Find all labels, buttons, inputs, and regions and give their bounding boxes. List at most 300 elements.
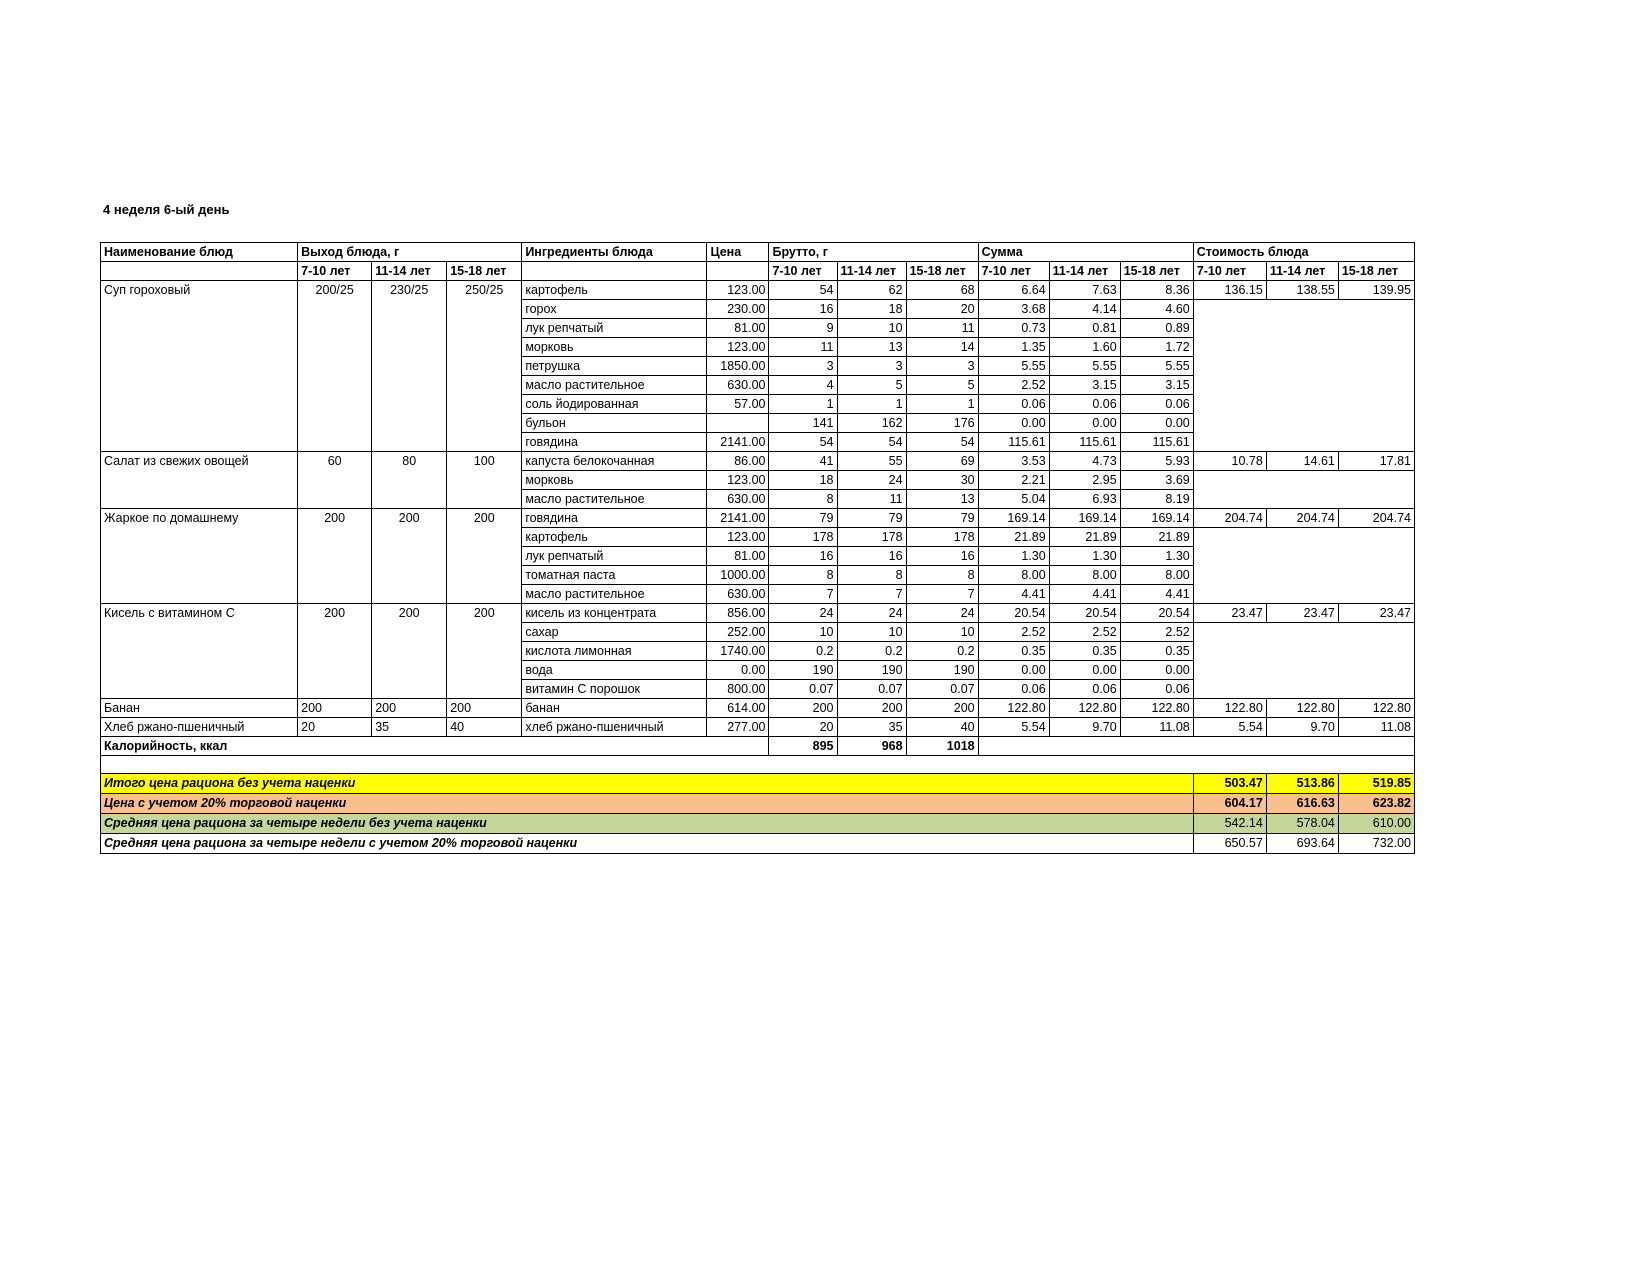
gross-cell: 3	[837, 357, 906, 376]
cost-cell: 9.70	[1266, 718, 1338, 737]
ingredient-cell: картофель	[522, 281, 707, 300]
ingredient-cell: петрушка	[522, 357, 707, 376]
sum-cell: 7.63	[1049, 281, 1120, 300]
gross-cell: 79	[769, 509, 837, 528]
gross-cell: 16	[906, 547, 978, 566]
sum-cell: 169.14	[1120, 509, 1193, 528]
gross-cell: 190	[906, 661, 978, 680]
dish-name-cell: Хлеб ржано-пшеничный	[101, 718, 298, 737]
output-cell: 100	[447, 452, 522, 509]
header-age-group: 7-10 лет	[978, 262, 1049, 281]
gross-cell: 13	[906, 490, 978, 509]
header-sum: Сумма	[978, 243, 1193, 262]
gross-cell: 18	[837, 300, 906, 319]
ingredient-cell: говядина	[522, 433, 707, 452]
gross-cell: 200	[837, 699, 906, 718]
sum-cell: 2.52	[1120, 623, 1193, 642]
cost-cell: 122.80	[1266, 699, 1338, 718]
dish-name-cell: Жаркое по домашнему	[101, 509, 298, 604]
sum-cell: 1.30	[1049, 547, 1120, 566]
summary-row	[101, 794, 1415, 814]
gross-cell: 7	[769, 585, 837, 604]
sum-cell: 4.14	[1049, 300, 1120, 319]
ingredient-cell: картофель	[522, 528, 707, 547]
header-gross: Брутто, г	[769, 243, 978, 262]
gross-cell: 0.07	[837, 680, 906, 699]
summary-value-cell: 732.00	[1338, 834, 1414, 854]
output-cell: 35	[372, 718, 447, 737]
sum-cell: 5.54	[978, 718, 1049, 737]
gross-cell: 5	[906, 376, 978, 395]
sum-cell: 5.55	[978, 357, 1049, 376]
sum-cell: 4.60	[1120, 300, 1193, 319]
output-cell: 20	[298, 718, 372, 737]
gross-cell: 11	[769, 338, 837, 357]
header-age-group: 15-18 лет	[1120, 262, 1193, 281]
ingredient-cell: кисель из концентрата	[522, 604, 707, 623]
header-age-group: 7-10 лет	[298, 262, 372, 281]
gross-cell: 0.07	[906, 680, 978, 699]
sum-cell: 0.00	[1049, 661, 1120, 680]
summary-value-cell: 519.85	[1338, 774, 1414, 794]
gross-cell: 10	[906, 623, 978, 642]
gross-cell: 13	[837, 338, 906, 357]
gross-cell: 0.2	[837, 642, 906, 661]
gross-cell: 176	[906, 414, 978, 433]
output-cell: 40	[447, 718, 522, 737]
ingredient-cell: масло растительное	[522, 585, 707, 604]
sum-cell: 8.19	[1120, 490, 1193, 509]
sum-cell: 5.04	[978, 490, 1049, 509]
dish-row	[101, 718, 1415, 737]
sum-cell: 8.36	[1120, 281, 1193, 300]
gross-cell: 16	[769, 547, 837, 566]
gross-cell: 7	[837, 585, 906, 604]
cost-cell: 23.47	[1338, 604, 1414, 623]
sum-cell: 21.89	[1049, 528, 1120, 547]
cost-cell: 17.81	[1338, 452, 1414, 471]
cost-blank-cell	[1193, 623, 1414, 699]
sum-cell: 0.00	[978, 661, 1049, 680]
cost-cell: 122.80	[1338, 699, 1414, 718]
gross-cell: 1	[906, 395, 978, 414]
calories-blank-cell	[978, 737, 1414, 756]
sum-cell: 21.89	[978, 528, 1049, 547]
dish-name-cell: Салат из свежих овощей	[101, 452, 298, 509]
gross-cell: 54	[769, 433, 837, 452]
sum-cell: 21.89	[1120, 528, 1193, 547]
header-age-group: 7-10 лет	[1193, 262, 1266, 281]
output-cell: 200	[372, 699, 447, 718]
sum-cell: 0.00	[1049, 414, 1120, 433]
price-cell: 1740.00	[707, 642, 769, 661]
sum-cell: 0.06	[1120, 395, 1193, 414]
price-cell: 630.00	[707, 376, 769, 395]
cost-cell: 204.74	[1193, 509, 1266, 528]
gross-cell: 11	[837, 490, 906, 509]
gross-cell: 0.2	[906, 642, 978, 661]
price-cell: 0.00	[707, 661, 769, 680]
sum-cell: 3.15	[1120, 376, 1193, 395]
dish-row	[101, 699, 1415, 718]
header-age-group: 7-10 лет	[769, 262, 837, 281]
dish-row	[101, 281, 1415, 300]
sum-cell: 0.06	[1049, 680, 1120, 699]
sum-cell: 4.41	[978, 585, 1049, 604]
header-output: Выход блюда, г	[298, 243, 522, 262]
gross-cell: 79	[837, 509, 906, 528]
header-row-ages	[101, 262, 1415, 281]
gross-cell: 200	[906, 699, 978, 718]
sum-cell: 0.81	[1049, 319, 1120, 338]
cost-blank-cell	[1193, 471, 1414, 509]
gross-cell: 79	[906, 509, 978, 528]
sum-cell: 115.61	[978, 433, 1049, 452]
gross-cell: 7	[906, 585, 978, 604]
summary-value-cell: 578.04	[1266, 814, 1338, 834]
cost-blank-cell	[1193, 528, 1414, 604]
summary-row	[101, 774, 1415, 794]
page-title: 4 неделя 6-ый день	[103, 202, 230, 217]
table-header	[101, 243, 1415, 281]
sum-cell: 3.15	[1049, 376, 1120, 395]
gross-cell: 40	[906, 718, 978, 737]
calories-label-cell: Калорийность, ккал	[101, 737, 769, 756]
cost-cell: 14.61	[1266, 452, 1338, 471]
gross-cell: 24	[906, 604, 978, 623]
calories-value-cell: 895	[769, 737, 837, 756]
price-cell	[707, 414, 769, 433]
cost-cell: 10.78	[1193, 452, 1266, 471]
gross-cell: 11	[906, 319, 978, 338]
ingredient-cell: соль йодированная	[522, 395, 707, 414]
gross-cell: 54	[837, 433, 906, 452]
cost-cell: 23.47	[1193, 604, 1266, 623]
header-age-group: 11-14 лет	[372, 262, 447, 281]
cost-cell: 136.15	[1193, 281, 1266, 300]
sum-cell: 4.41	[1049, 585, 1120, 604]
output-cell: 200	[447, 604, 522, 699]
gross-cell: 14	[906, 338, 978, 357]
price-cell: 2141.00	[707, 433, 769, 452]
header-blank	[707, 262, 769, 281]
output-cell: 230/25	[372, 281, 447, 452]
price-cell: 57.00	[707, 395, 769, 414]
gross-cell: 24	[837, 471, 906, 490]
price-cell: 123.00	[707, 528, 769, 547]
dish-name-cell: Суп гороховый	[101, 281, 298, 452]
sum-cell: 8.00	[1049, 566, 1120, 585]
header-blank	[101, 262, 298, 281]
cost-cell: 138.55	[1266, 281, 1338, 300]
sum-cell: 0.06	[978, 680, 1049, 699]
sum-cell: 0.00	[978, 414, 1049, 433]
sum-cell: 4.73	[1049, 452, 1120, 471]
gross-cell: 69	[906, 452, 978, 471]
ingredient-cell: масло растительное	[522, 376, 707, 395]
sum-cell: 20.54	[978, 604, 1049, 623]
gross-cell: 68	[906, 281, 978, 300]
sum-cell: 8.00	[978, 566, 1049, 585]
calories-value-cell: 968	[837, 737, 906, 756]
sum-cell: 5.55	[1120, 357, 1193, 376]
gross-cell: 62	[837, 281, 906, 300]
spacer-row	[101, 756, 1415, 774]
sum-cell: 1.60	[1049, 338, 1120, 357]
gross-cell: 162	[837, 414, 906, 433]
sum-cell: 2.52	[978, 376, 1049, 395]
sum-cell: 11.08	[1120, 718, 1193, 737]
gross-cell: 20	[906, 300, 978, 319]
sum-cell: 0.35	[1049, 642, 1120, 661]
gross-cell: 41	[769, 452, 837, 471]
header-age-group: 11-14 лет	[837, 262, 906, 281]
summary-row	[101, 834, 1415, 854]
output-cell: 200	[298, 509, 372, 604]
ingredient-cell: хлеб ржано-пшеничный	[522, 718, 707, 737]
cost-cell: 204.74	[1338, 509, 1414, 528]
gross-cell: 190	[769, 661, 837, 680]
output-cell: 200	[298, 699, 372, 718]
sum-cell: 169.14	[1049, 509, 1120, 528]
header-dish-name: Наименование блюд	[101, 243, 298, 262]
price-cell: 630.00	[707, 585, 769, 604]
gross-cell: 8	[769, 566, 837, 585]
sum-cell: 2.52	[978, 623, 1049, 642]
menu-table	[100, 242, 1415, 854]
price-cell: 123.00	[707, 281, 769, 300]
sum-cell: 4.41	[1120, 585, 1193, 604]
cost-cell: 11.08	[1338, 718, 1414, 737]
gross-cell: 8	[769, 490, 837, 509]
table-body	[101, 281, 1415, 854]
gross-cell: 9	[769, 319, 837, 338]
header-price: Цена	[707, 243, 769, 262]
calories-value-cell: 1018	[906, 737, 978, 756]
gross-cell: 35	[837, 718, 906, 737]
sum-cell: 0.06	[978, 395, 1049, 414]
gross-cell: 30	[906, 471, 978, 490]
sum-cell: 6.64	[978, 281, 1049, 300]
price-cell: 230.00	[707, 300, 769, 319]
sum-cell: 2.52	[1049, 623, 1120, 642]
output-cell: 200	[372, 604, 447, 699]
calories-row	[101, 737, 1415, 756]
sum-cell: 9.70	[1049, 718, 1120, 737]
sum-cell: 1.30	[1120, 547, 1193, 566]
output-cell: 200	[447, 509, 522, 604]
sum-cell: 0.06	[1120, 680, 1193, 699]
gross-cell: 16	[837, 547, 906, 566]
dish-name-cell: Кисель с витамином С	[101, 604, 298, 699]
price-cell: 800.00	[707, 680, 769, 699]
header-age-group: 11-14 лет	[1266, 262, 1338, 281]
price-cell: 277.00	[707, 718, 769, 737]
gross-cell: 4	[769, 376, 837, 395]
sum-cell: 0.35	[978, 642, 1049, 661]
gross-cell: 10	[837, 623, 906, 642]
sum-cell: 20.54	[1120, 604, 1193, 623]
summary-value-cell: 542.14	[1193, 814, 1266, 834]
gross-cell: 3	[906, 357, 978, 376]
price-cell: 81.00	[707, 547, 769, 566]
sum-cell: 0.89	[1120, 319, 1193, 338]
cost-blank-cell	[1193, 300, 1414, 452]
gross-cell: 54	[769, 281, 837, 300]
sum-cell: 0.35	[1120, 642, 1193, 661]
sum-cell: 122.80	[1049, 699, 1120, 718]
sum-cell: 20.54	[1049, 604, 1120, 623]
gross-cell: 10	[769, 623, 837, 642]
sum-cell: 122.80	[1120, 699, 1193, 718]
header-age-group: 15-18 лет	[447, 262, 522, 281]
sum-cell: 115.61	[1049, 433, 1120, 452]
ingredient-cell: банан	[522, 699, 707, 718]
sum-cell: 0.73	[978, 319, 1049, 338]
sum-cell: 2.95	[1049, 471, 1120, 490]
ingredient-cell: капуста белокочанная	[522, 452, 707, 471]
sum-cell: 0.00	[1120, 414, 1193, 433]
output-cell: 200	[372, 509, 447, 604]
ingredient-cell: масло растительное	[522, 490, 707, 509]
summary-row	[101, 814, 1415, 834]
ingredient-cell: морковь	[522, 338, 707, 357]
summary-value-cell: 513.86	[1266, 774, 1338, 794]
header-age-group: 15-18 лет	[906, 262, 978, 281]
price-cell: 1000.00	[707, 566, 769, 585]
gross-cell: 10	[837, 319, 906, 338]
price-cell: 252.00	[707, 623, 769, 642]
sum-cell: 1.72	[1120, 338, 1193, 357]
sum-cell: 1.35	[978, 338, 1049, 357]
gross-cell: 0.07	[769, 680, 837, 699]
price-cell: 81.00	[707, 319, 769, 338]
sum-cell: 6.93	[1049, 490, 1120, 509]
ingredient-cell: лук репчатый	[522, 547, 707, 566]
ingredient-cell: лук репчатый	[522, 319, 707, 338]
header-cost: Стоимость блюда	[1193, 243, 1414, 262]
gross-cell: 24	[769, 604, 837, 623]
menu-table-container	[100, 242, 1415, 854]
gross-cell: 8	[837, 566, 906, 585]
gross-cell: 5	[837, 376, 906, 395]
gross-cell: 0.2	[769, 642, 837, 661]
gross-cell: 20	[769, 718, 837, 737]
summary-value-cell: 623.82	[1338, 794, 1414, 814]
dish-row	[101, 509, 1415, 528]
gross-cell: 1	[837, 395, 906, 414]
gross-cell: 1	[769, 395, 837, 414]
ingredient-cell: кислота лимонная	[522, 642, 707, 661]
price-cell: 86.00	[707, 452, 769, 471]
ingredient-cell: морковь	[522, 471, 707, 490]
ingredient-cell: говядина	[522, 509, 707, 528]
gross-cell: 200	[769, 699, 837, 718]
output-cell: 60	[298, 452, 372, 509]
cost-cell: 5.54	[1193, 718, 1266, 737]
gross-cell: 141	[769, 414, 837, 433]
summary-label-cell: Итого цена рациона без учета наценки	[101, 774, 1194, 794]
summary-label-cell: Средняя цена рациона за четыре недели без учета наценки	[101, 814, 1194, 834]
output-cell: 200	[298, 604, 372, 699]
sum-cell: 3.68	[978, 300, 1049, 319]
output-cell: 80	[372, 452, 447, 509]
output-cell: 250/25	[447, 281, 522, 452]
summary-value-cell: 616.63	[1266, 794, 1338, 814]
ingredient-cell: томатная паста	[522, 566, 707, 585]
gross-cell: 8	[906, 566, 978, 585]
price-cell: 123.00	[707, 338, 769, 357]
sum-cell: 115.61	[1120, 433, 1193, 452]
gross-cell: 55	[837, 452, 906, 471]
cost-cell: 23.47	[1266, 604, 1338, 623]
header-age-group: 15-18 лет	[1338, 262, 1414, 281]
sum-cell: 3.53	[978, 452, 1049, 471]
sum-cell: 5.93	[1120, 452, 1193, 471]
summary-value-cell: 604.17	[1193, 794, 1266, 814]
output-cell: 200	[447, 699, 522, 718]
sum-cell: 8.00	[1120, 566, 1193, 585]
summary-label-cell: Средняя цена рациона за четыре недели с учетом 20% торговой наценки	[101, 834, 1194, 854]
output-cell: 200/25	[298, 281, 372, 452]
cost-cell: 139.95	[1338, 281, 1414, 300]
dish-row	[101, 604, 1415, 623]
summary-value-cell: 503.47	[1193, 774, 1266, 794]
ingredient-cell: витамин С порошок	[522, 680, 707, 699]
sum-cell: 0.00	[1120, 661, 1193, 680]
ingredient-cell: сахар	[522, 623, 707, 642]
cost-cell: 122.80	[1193, 699, 1266, 718]
price-cell: 856.00	[707, 604, 769, 623]
gross-cell: 16	[769, 300, 837, 319]
sum-cell: 169.14	[978, 509, 1049, 528]
price-cell: 2141.00	[707, 509, 769, 528]
price-cell: 1850.00	[707, 357, 769, 376]
summary-value-cell: 693.64	[1266, 834, 1338, 854]
price-cell: 630.00	[707, 490, 769, 509]
gross-cell: 3	[769, 357, 837, 376]
sum-cell: 0.06	[1049, 395, 1120, 414]
gross-cell: 54	[906, 433, 978, 452]
ingredient-cell: вода	[522, 661, 707, 680]
sum-cell: 2.21	[978, 471, 1049, 490]
dish-row	[101, 452, 1415, 471]
spacer-cell	[101, 756, 1415, 774]
header-ingredients: Ингредиенты блюда	[522, 243, 707, 262]
gross-cell: 18	[769, 471, 837, 490]
header-row-groups	[101, 243, 1415, 262]
sum-cell: 122.80	[978, 699, 1049, 718]
price-cell: 614.00	[707, 699, 769, 718]
gross-cell: 190	[837, 661, 906, 680]
gross-cell: 24	[837, 604, 906, 623]
sum-cell: 1.30	[978, 547, 1049, 566]
price-cell: 123.00	[707, 471, 769, 490]
dish-name-cell: Банан	[101, 699, 298, 718]
header-age-group: 11-14 лет	[1049, 262, 1120, 281]
gross-cell: 178	[837, 528, 906, 547]
sum-cell: 5.55	[1049, 357, 1120, 376]
cost-cell: 204.74	[1266, 509, 1338, 528]
summary-label-cell: Цена с учетом 20% торговой наценки	[101, 794, 1194, 814]
summary-value-cell: 650.57	[1193, 834, 1266, 854]
summary-value-cell: 610.00	[1338, 814, 1414, 834]
gross-cell: 178	[769, 528, 837, 547]
ingredient-cell: бульон	[522, 414, 707, 433]
gross-cell: 178	[906, 528, 978, 547]
sum-cell: 3.69	[1120, 471, 1193, 490]
ingredient-cell: горох	[522, 300, 707, 319]
